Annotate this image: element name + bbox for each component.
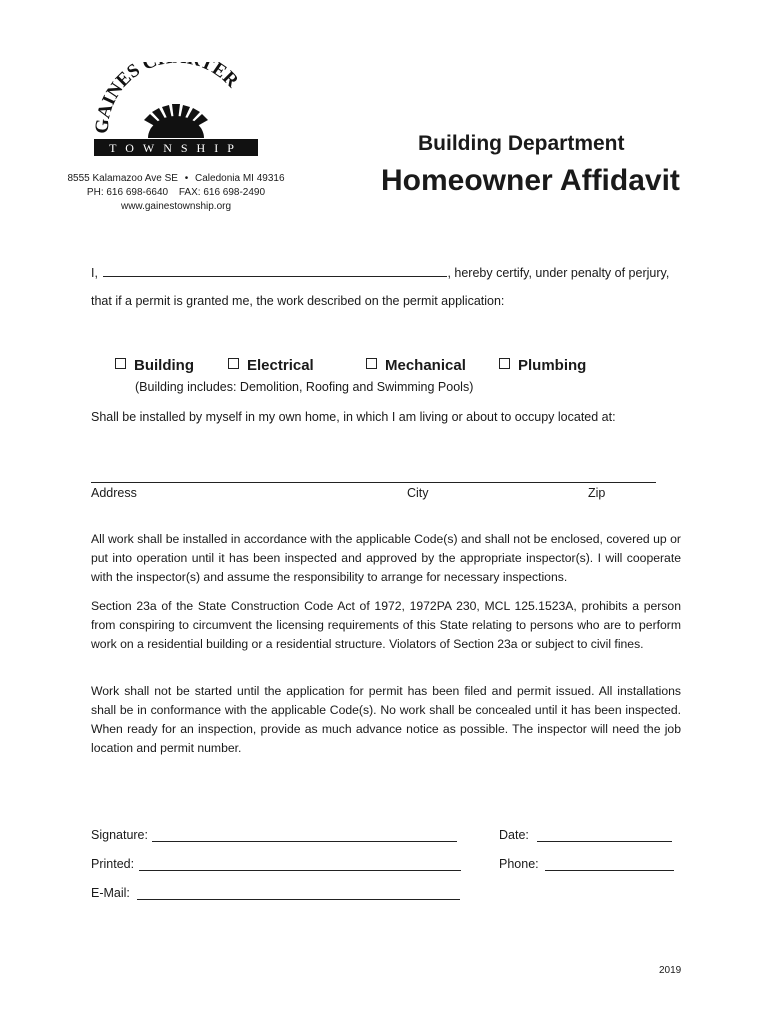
email-blank[interactable]: [137, 898, 460, 900]
printed-label: Printed:: [91, 857, 135, 871]
printed-blank[interactable]: [139, 869, 461, 871]
city-label: City: [407, 486, 429, 500]
option-mechanical-label: Mechanical: [385, 357, 466, 374]
website: www.gainestownship.org: [120, 201, 232, 212]
street-address: 8555 Kalamazoo Ave SE: [67, 173, 178, 184]
option-building-label: Building: [134, 357, 194, 374]
phone-blank[interactable]: [545, 869, 674, 871]
checkbox-plumbing[interactable]: [499, 358, 510, 369]
certify-suffix: , hereby certify, under penalty of perjury,: [447, 266, 670, 280]
address-label: Address: [91, 486, 137, 500]
phone-fax-line: [56, 186, 296, 200]
logo-arc-text: GAINES C TER: [91, 62, 243, 135]
township-logo: [86, 62, 266, 162]
email-label: E-Mail:: [91, 886, 130, 900]
option-electrical-label: Electrical: [247, 357, 314, 374]
department-heading: Building Department: [418, 132, 625, 155]
zip-label: Zip: [588, 486, 606, 500]
paragraph-section-23a: Section 23a of the State Construction Code Act of 1972, 1972PA 230, MCL 125.1523A, prohibits a person from conspiring to circumvent the licensing requirements of this State relating to persons who are to perform work on a residential building or a residential structure. Violators of Section 23a or subject to civil fines.: [91, 599, 681, 651]
date-blank[interactable]: [537, 840, 672, 842]
checkbox-mechanical[interactable]: [366, 358, 377, 369]
separator-dot: •: [184, 173, 189, 184]
city-state-zip: Caledonia MI 49316: [195, 173, 285, 184]
paragraph-permit-rules: Work shall not be started until the application for permit has been filed and permit issued. All installations shall be in conformance with the applicable Code(s). No work shall be concealed until it has been inspected. When ready for an inspection, provide as much advance notice as possible. The inspector will need the job location and permit number.: [91, 684, 681, 755]
option-plumbing-label: Plumbing: [518, 357, 587, 374]
checkbox-building[interactable]: [115, 358, 126, 369]
page-title: Homeowner Affidavit: [381, 164, 680, 197]
option-building[interactable]: [115, 357, 194, 374]
contact-block: [56, 172, 296, 214]
address-line: [56, 172, 296, 186]
address-blank[interactable]: [91, 481, 656, 483]
logo-band-text: TOWNSHIP: [109, 141, 243, 155]
footer-year: 2019: [659, 965, 682, 976]
option-plumbing[interactable]: [499, 357, 586, 374]
option-mechanical[interactable]: [366, 357, 466, 374]
phone-number: PH: 616 698-6640: [86, 187, 169, 198]
certify-prefix: I,: [91, 266, 98, 280]
phone-label: Phone:: [499, 857, 539, 871]
date-label: Date:: [499, 828, 529, 842]
checkbox-electrical[interactable]: [228, 358, 239, 369]
signature-label: Signature:: [91, 828, 148, 842]
paragraph-code-compliance: All work shall be installed in accordance with the applicable Code(s) and shall not be enclosed, covered up or put into operation until it has been inspected and approved by the appropriate inspector(s). I will cooperate with the inspector(s) and assume the responsibility to arrange for necessary inspections.: [91, 532, 681, 584]
installed-statement: Shall be installed by myself in my own home, in which I am living or about to occupy located at:: [91, 410, 616, 424]
name-blank[interactable]: [103, 264, 447, 277]
signature-blank[interactable]: [152, 840, 457, 842]
certify-line-2: that if a permit is granted me, the work described on the permit application:: [91, 294, 505, 308]
option-electrical[interactable]: [228, 357, 314, 374]
building-note: (Building includes: Demolition, Roofing and Swimming Pools): [135, 380, 474, 394]
fax-number: FAX: 616 698-2490: [178, 187, 266, 198]
certify-line: [91, 264, 691, 280]
